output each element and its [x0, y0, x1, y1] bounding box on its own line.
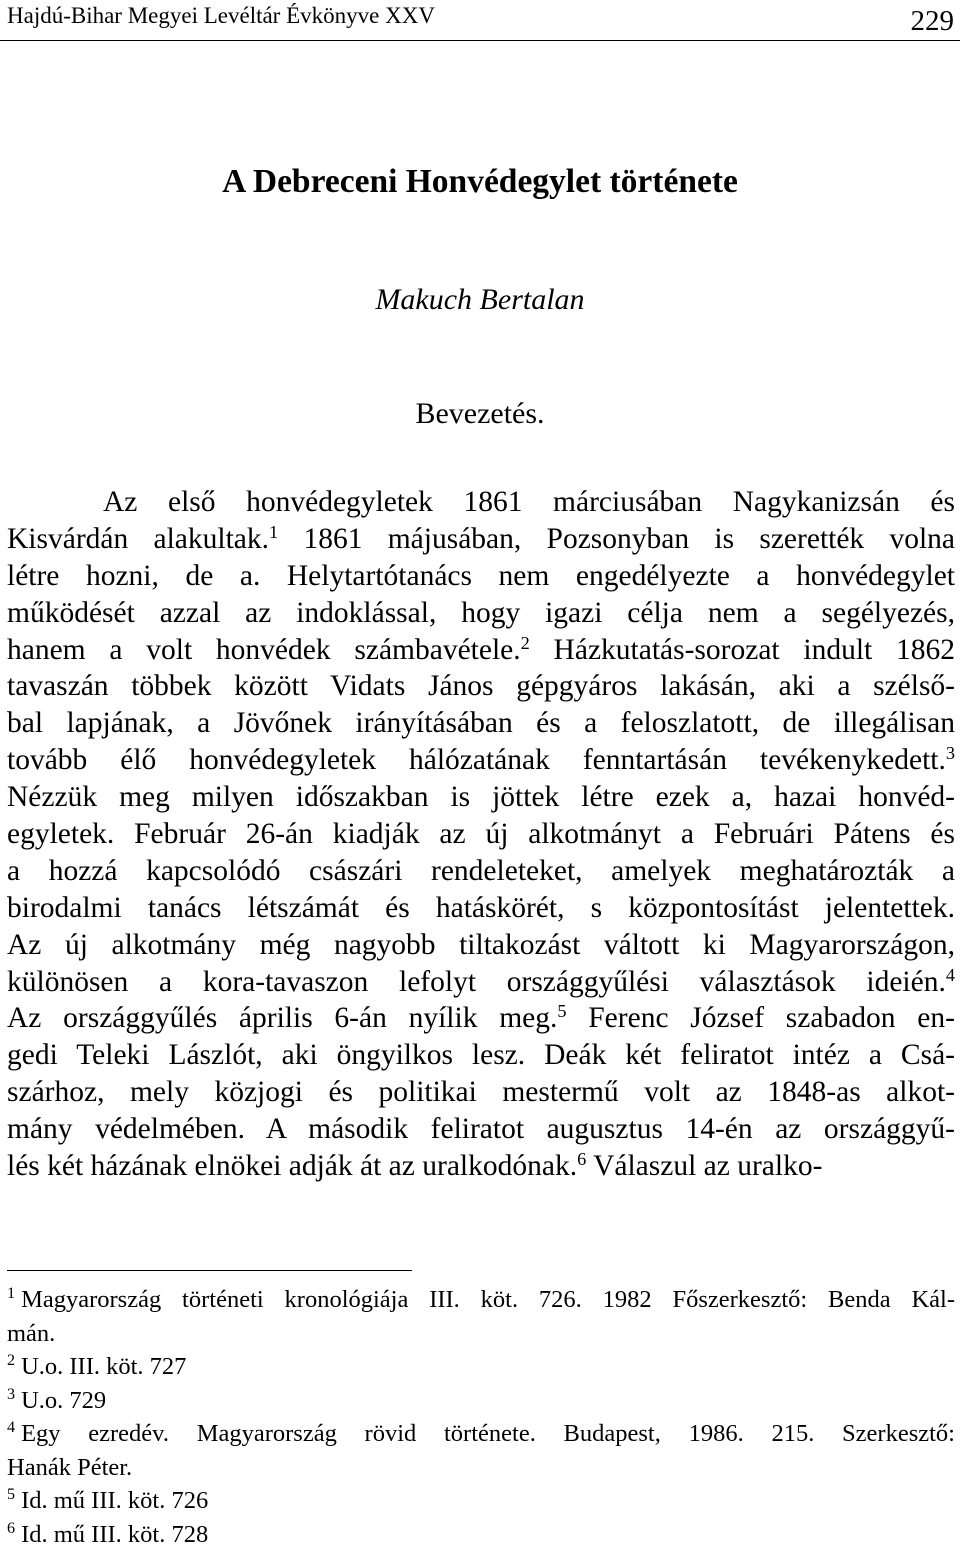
body-line	[7, 964, 955, 1001]
footnote-reference: 3	[946, 743, 955, 763]
footnote-line	[7, 1350, 955, 1384]
body-text-segment: Házkutatás-sorozat indult 1862	[530, 634, 955, 666]
body-line	[7, 742, 955, 779]
body-text-segment: tovább élő honvédegyletek hálózatának fenntartásán tevékenykedett.	[7, 744, 946, 776]
footnote-text: Id. mű III. köt. 728	[21, 1521, 208, 1548]
body-text-segment: különösen a kora-tavaszon lefolyt országgyűlési választások ideién.	[7, 966, 946, 998]
body-line	[7, 484, 955, 521]
footnote-line	[7, 1518, 955, 1551]
body-text-segment: Az első honvédegyletek 1861 márciusában Nagykanizsán és	[103, 486, 955, 518]
body-line	[7, 1148, 955, 1185]
body-text-segment: egyletek. Február 26-án kiadják az új alkotmányt a Februári Pátens és	[7, 818, 955, 850]
footnote-marker: 4	[7, 1419, 15, 1436]
body-text-segment: szárhoz, mely közjogi és politikai mestermű volt az 1848-as alkot-	[7, 1076, 955, 1108]
body-line	[7, 521, 955, 558]
author-name: Makuch Bertalan	[0, 283, 960, 317]
footnote-reference: 4	[946, 965, 955, 985]
body-text-segment: a hozzá kapcsolódó császári rendeleteket, amelyek meghatározták a	[7, 855, 955, 887]
body-text-segment: 1861 májusában, Pozsonyban is szerették volna	[278, 523, 955, 555]
body-line	[7, 890, 955, 927]
footnotes	[7, 1283, 955, 1551]
footnote-line	[7, 1283, 955, 1317]
body-line	[7, 853, 955, 890]
body-line	[7, 632, 955, 669]
body-text-segment: létre hozni, de a. Helytartótanács nem engedélyezte a honvédegylet	[7, 560, 955, 592]
footnote-text: Egy ezredév. Magyarország rövid története. Budapest, 1986. 215. Szerkesztő:	[21, 1420, 955, 1447]
footnote-marker: 6	[7, 1520, 15, 1537]
article-title: A Debreceni Honvédegylet története	[0, 163, 960, 201]
section-heading: Bevezetés.	[0, 397, 960, 431]
body-line	[7, 927, 955, 964]
footnote-line	[7, 1317, 955, 1351]
footnote-line	[7, 1484, 955, 1518]
footnote-marker: 3	[7, 1386, 15, 1403]
body-line	[7, 705, 955, 742]
running-header	[0, 0, 960, 41]
footnote-marker: 5	[7, 1486, 15, 1503]
page-number: 229	[911, 5, 955, 38]
body-text-segment: Nézzük meg milyen időszakban is jöttek létre ezek a, hazai honvéd-	[7, 781, 955, 813]
body-line	[7, 595, 955, 632]
footnote-reference: 5	[557, 1001, 566, 1021]
body-text-segment: Ferenc József szabadon en-	[567, 1002, 955, 1034]
footnote-text: Hanák Péter.	[7, 1454, 132, 1481]
body-line	[7, 816, 955, 853]
body-text-segment: tavaszán többek között Vidats János gépgyáros lakásán, aki a szélső-	[7, 670, 955, 702]
body-text-segment: mány védelmében. A második feliratot augusztus 14-én az országgyű-	[7, 1113, 955, 1145]
footnote-reference: 6	[577, 1149, 586, 1169]
footnote-line	[7, 1417, 955, 1451]
body-line	[7, 668, 955, 705]
body-line	[7, 1074, 955, 1111]
footnote-text: U.o. 729	[21, 1387, 106, 1414]
body-text-segment: Az új alkotmány még nagyobb tiltakozást váltott ki Magyarországon,	[7, 929, 955, 961]
footnote-text: mán.	[7, 1320, 55, 1347]
body-text-segment: birodalmi tanács létszámát és hatáskörét, s központosítást jelentettek.	[7, 892, 955, 924]
body-text-segment: gedi Teleki Lászlót, aki öngyilkos lesz. Deák két feliratot intéz a Csá-	[7, 1039, 955, 1071]
body-text-segment: hanem a volt honvédek számbavétele.	[7, 634, 521, 666]
body-line	[7, 1037, 955, 1074]
footnote-text: Magyarország történeti kronológiája III. köt. 726. 1982 Főszerkesztő: Benda Kál-	[21, 1286, 955, 1313]
footnote-line	[7, 1451, 955, 1485]
footnote-text: U.o. III. köt. 727	[21, 1353, 186, 1380]
body-line	[7, 779, 955, 816]
footnote-marker: 1	[7, 1285, 15, 1302]
footnote-marker: 2	[7, 1352, 15, 1369]
footnote-reference: 1	[269, 522, 278, 542]
body-text-segment: működését azzal az indoklással, hogy igazi célja nem a segélyezés,	[7, 597, 955, 629]
body-line	[7, 1111, 955, 1148]
footnote-text: Id. mű III. köt. 726	[21, 1487, 208, 1514]
body-text	[7, 484, 955, 1185]
body-text-segment: Az országgyűlés április 6-án nyílik meg.	[7, 1002, 557, 1034]
body-text-segment: Válaszul az uralko-	[586, 1150, 822, 1182]
footnote-divider	[7, 1270, 412, 1271]
body-line	[7, 1000, 955, 1037]
body-text-segment: bal lapjának, a Jövőnek irányításában és a feloszlatott, de illegálisan	[7, 707, 955, 739]
footnote-reference: 2	[521, 633, 530, 653]
body-text-segment: Kisvárdán alakultak.	[7, 523, 269, 555]
publication-title: Hajdú-Bihar Megyei Levéltár Évkönyve XXV	[7, 3, 435, 29]
body-text-segment: lés két házának elnökei adják át az uralkodónak.	[7, 1150, 577, 1182]
body-line	[7, 558, 955, 595]
footnote-line	[7, 1384, 955, 1418]
